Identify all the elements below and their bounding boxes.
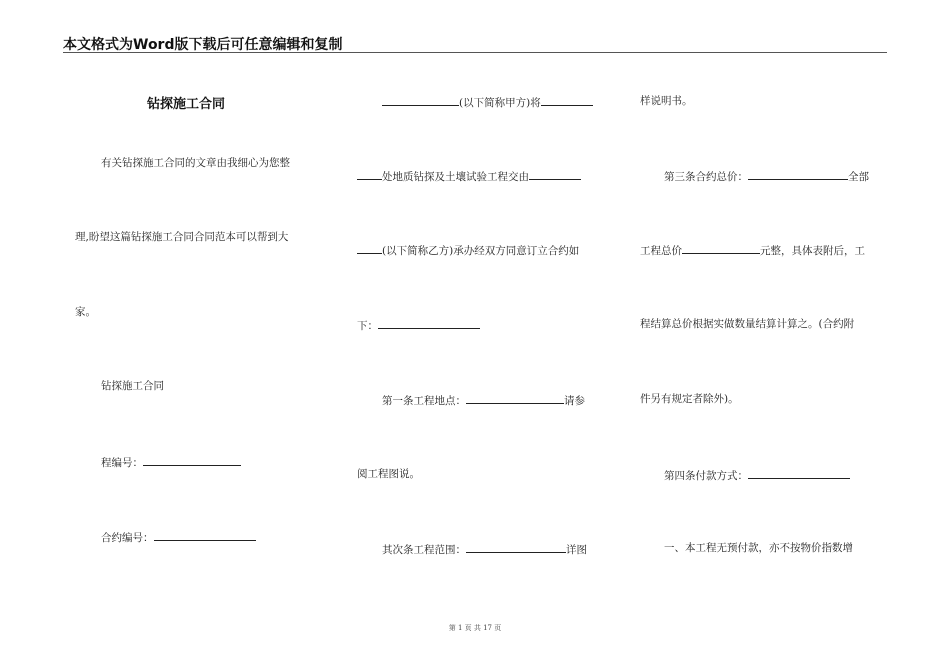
article-3-line — [664, 168, 869, 184]
below-text: 下： — [357, 320, 378, 332]
intro-line-1: 有关钻探施工合同的文章由我细心为您整 — [101, 157, 290, 169]
contract-number-blank — [154, 529, 256, 541]
article-1-tail: 请参 — [564, 395, 585, 407]
article-4-blank — [748, 467, 850, 479]
contract-subtitle: 钻探施工合同 — [101, 380, 164, 392]
party-a-line — [382, 94, 593, 110]
scope-line — [357, 168, 581, 184]
contract-number-label: 合约编号： — [101, 532, 154, 544]
header-divider — [63, 52, 887, 53]
document-title: 钻探施工合同 — [147, 97, 226, 112]
total-price-line — [640, 242, 865, 258]
total-price-tail: 元整，具体表附后，工 — [760, 245, 865, 257]
blank — [357, 168, 382, 180]
column-3-continued: 样说明书。 — [640, 95, 693, 107]
settlement-line-2: 件另有规定者除外)。 — [640, 393, 739, 405]
article-2-tail: 详图 — [566, 544, 587, 556]
document-header: 本文格式为Word版下载后可任意编辑和复制 — [63, 37, 343, 53]
article-3-tail: 全部 — [848, 171, 869, 183]
intro-line-2: 理,盼望这篇钻探施工合同合同范本可以帮到大 — [75, 231, 289, 243]
blank — [357, 242, 382, 254]
project-number-blank — [143, 454, 241, 466]
page-footer: 第 1 页 共 17 页 — [448, 624, 502, 632]
article-3-label: 第三条合约总价： — [664, 171, 748, 183]
article-2-line — [382, 541, 587, 557]
blank — [541, 94, 593, 106]
article-1-continued: 阅工程图说。 — [357, 468, 420, 480]
article-2-label: 其次条工程范围： — [382, 544, 466, 556]
article-1-label: 第一条工程地点： — [382, 395, 466, 407]
below-line — [357, 317, 480, 333]
party-b-line — [357, 242, 579, 258]
party-b-text: (以下简称乙方)承办经双方同意订立合约如 — [382, 245, 580, 257]
article-4-line — [664, 467, 850, 483]
settlement-line-1: 程结算总价根据实做数量结算计算之。(合约附 — [640, 318, 855, 330]
intro-line-3: 家。 — [75, 306, 96, 318]
party-a-text: (以下简称甲方)将 — [459, 97, 541, 109]
blank — [378, 317, 480, 329]
article-2-blank — [466, 541, 566, 553]
blank — [529, 168, 581, 180]
payment-item-1: 一、本工程无预付款，亦不按物价指数增 — [664, 542, 853, 554]
project-number-label: 程编号： — [101, 457, 143, 469]
article-1-blank — [466, 392, 564, 404]
article-3-blank — [748, 168, 848, 180]
total-price-blank — [682, 242, 760, 254]
article-4-label: 第四条付款方式： — [664, 470, 748, 482]
total-price-label: 工程总价 — [640, 245, 682, 257]
scope-text: 处地质钻探及土壤试验工程交由 — [382, 171, 529, 183]
blank — [382, 94, 459, 106]
contract-number-line — [101, 529, 256, 545]
article-1-line — [382, 392, 585, 408]
project-number-line — [101, 454, 241, 470]
